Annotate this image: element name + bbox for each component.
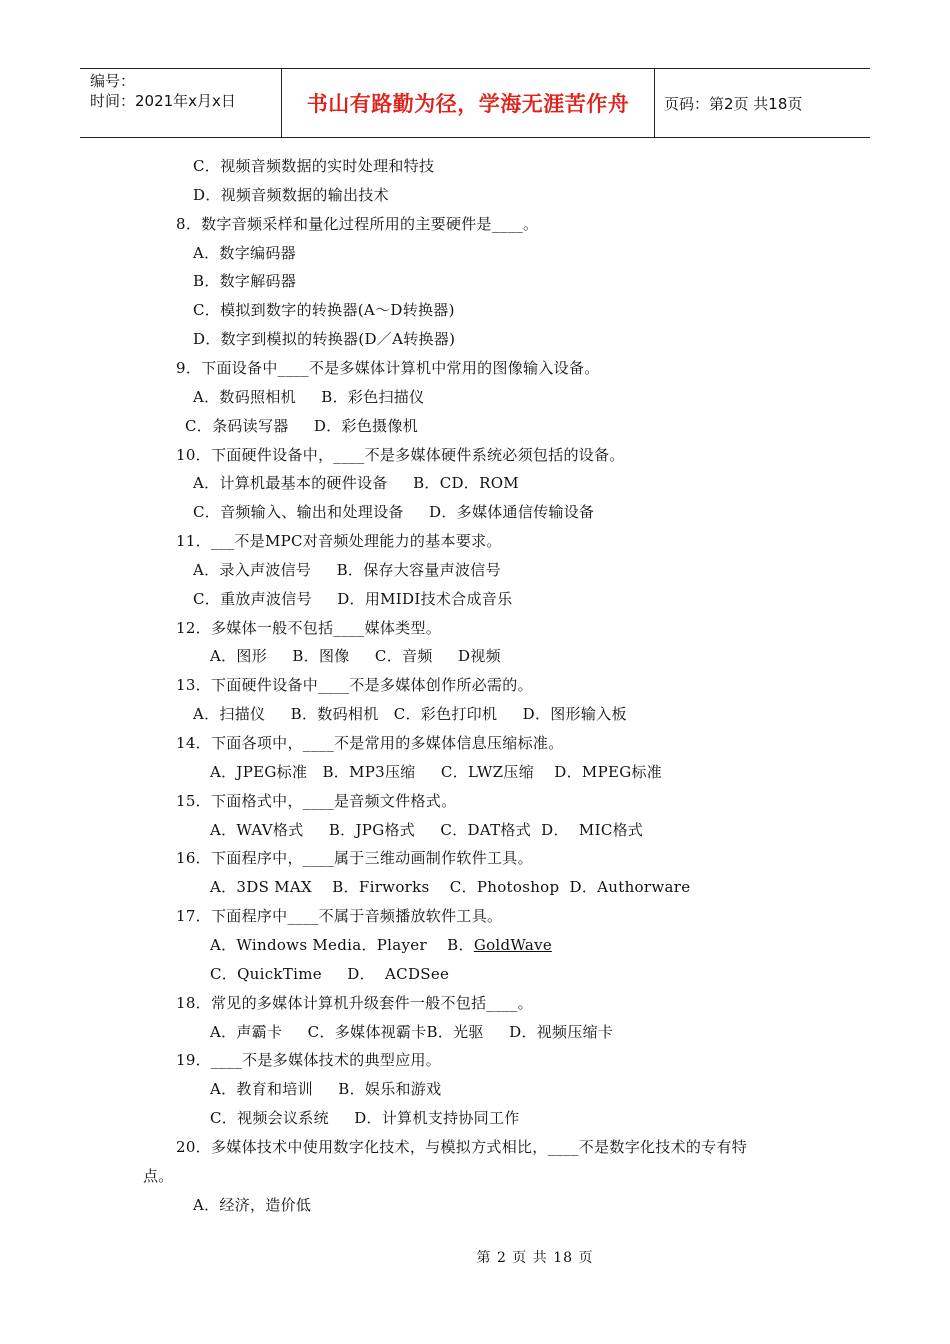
header-page-number: 页码：第2页 共18页 <box>664 94 803 113</box>
text-line <box>210 964 449 984</box>
line-text: A．录入声波信号 B．保存大容量声波信号 <box>193 560 501 579</box>
line-text: 20．多媒体技术中使用数字化技术，与模拟方式相比，____不是数字化技术的专有特 <box>176 1137 748 1156</box>
page-footer: 第 2 页 共 18 页 <box>476 1250 594 1266</box>
doc-time-label: 时间：2021年x月x日 <box>90 92 236 110</box>
header-page-cell <box>654 69 880 137</box>
text-line <box>193 300 455 320</box>
question-text <box>176 214 538 234</box>
text-line <box>193 243 296 263</box>
page-header <box>80 68 870 138</box>
line-text: D．视频音频数据的输出技术 <box>193 185 389 204</box>
text-line <box>193 502 594 522</box>
question-text <box>176 993 533 1013</box>
question-text <box>176 733 564 753</box>
line-text: 17．下面程序中____不属于音频播放软件工具。 <box>176 907 503 926</box>
text-line <box>193 589 512 609</box>
line-text: C．视频音频数据的实时处理和特技 <box>193 157 435 175</box>
text-line <box>143 1166 174 1186</box>
text-line <box>210 762 662 782</box>
text-line <box>193 387 424 407</box>
question-text <box>176 531 502 551</box>
line-text: A．数字编码器 <box>193 243 296 262</box>
text-line <box>210 1079 441 1099</box>
text-line <box>210 820 643 840</box>
question-text <box>176 618 441 638</box>
line-text: 14．下面各项中，____不是常用的多媒体信息压缩标准。 <box>176 734 564 752</box>
text-line <box>193 560 501 580</box>
text-line <box>210 877 690 897</box>
line-text: 15．下面格式中，____是音频文件格式。 <box>176 791 457 810</box>
text-line <box>210 1108 520 1128</box>
text-line <box>193 329 455 349</box>
question-text <box>176 1137 747 1157</box>
line-text: A．数码照相机 B．彩色扫描仪 <box>193 387 425 406</box>
line-text: 点。 <box>143 1166 174 1185</box>
line-text: A．图形 B．图像 C．音频 D视频 <box>210 647 501 666</box>
line-text: A．经济，造价低 <box>193 1195 312 1214</box>
header-info-cell <box>80 69 280 139</box>
text-line <box>193 1195 311 1215</box>
line-text: 19．____不是多媒体技术的典型应用。 <box>176 1051 442 1070</box>
line-text: 9．下面设备中____不是多媒体计算机中常用的图像输入设备。 <box>176 358 600 377</box>
text-line <box>185 416 418 436</box>
line-text: C．视频会议系统 D．计算机支持协同工作 <box>210 1109 520 1128</box>
line-text: C．音频输入、输出和处理设备 D．多媒体通信传输设备 <box>193 503 595 522</box>
text-line <box>210 935 552 955</box>
text-line <box>210 1022 613 1042</box>
header-motto-cell <box>281 69 655 137</box>
text-line <box>193 271 296 291</box>
line-text: C．条码读写器 D．彩色摄像机 <box>185 416 419 435</box>
line-text: C．模拟到数字的转换器(A～D转换器) <box>193 301 455 320</box>
question-text <box>176 358 600 378</box>
text-line <box>193 704 627 724</box>
line-text: D．数字到模拟的转换器(D／A转换器) <box>193 330 456 349</box>
question-text <box>176 906 502 926</box>
line-text: B．数字解码器 <box>193 272 297 291</box>
text-line <box>193 156 434 176</box>
line-text: C．重放声波信号 D．用MIDI技术合成音乐 <box>193 589 513 608</box>
question-text <box>176 791 456 811</box>
line-text: A．Windows Media．Player B． <box>210 935 474 954</box>
line-text: 16．下面程序中，____属于三维动画制作软件工具。 <box>176 849 533 868</box>
text-line <box>210 646 501 666</box>
line-text: 13．下面硬件设备中____不是多媒体创作所必需的。 <box>176 676 533 695</box>
line-text: C．QuickTime D． ACDSee <box>210 964 450 983</box>
question-text <box>176 445 625 465</box>
question-text <box>176 848 533 868</box>
line-text: A．WAV格式 B．JPG格式 C．DAT格式 D． MIC格式 <box>210 820 644 839</box>
underlined-text: GoldWave <box>473 935 553 954</box>
line-text: 18．常见的多媒体计算机升级套件一般不包括____。 <box>176 993 533 1012</box>
text-line <box>193 473 519 493</box>
doc-code-label: 编号： <box>90 72 136 90</box>
line-text: A．扫描仪 B．数码相机 C．彩色打印机 D．图形输入板 <box>193 705 627 724</box>
line-text: A．声霸卡 C．多媒体视霸卡B．光驱 D．视频压缩卡 <box>210 1022 614 1041</box>
text-line <box>193 185 389 205</box>
line-text: 8．数字音频采样和量化过程所用的主要硬件是____。 <box>176 214 539 233</box>
line-text: 12．多媒体一般不包括____媒体类型。 <box>176 618 442 637</box>
question-text <box>176 1050 441 1070</box>
line-text: A．JPEG标准 B．MP3压缩 C．LWZ压缩 D．MPEG标准 <box>210 762 663 781</box>
line-text: 10．下面硬件设备中，____不是多媒体硬件系统必须包括的设备。 <box>176 445 625 464</box>
question-text <box>176 675 533 695</box>
header-motto: 书山有路勤为径，学海无涯苦作舟 <box>306 92 630 116</box>
line-text: A．教育和培训 B．娱乐和游戏 <box>210 1080 442 1099</box>
line-text: A．计算机最基本的硬件设备 B．CD．ROM <box>193 474 519 493</box>
line-text: A．3DS MAX B．Firworks C．Photoshop D．Authorware <box>210 878 691 897</box>
line-text: 11．___不是MPC对音频处理能力的基本要求。 <box>176 532 502 551</box>
